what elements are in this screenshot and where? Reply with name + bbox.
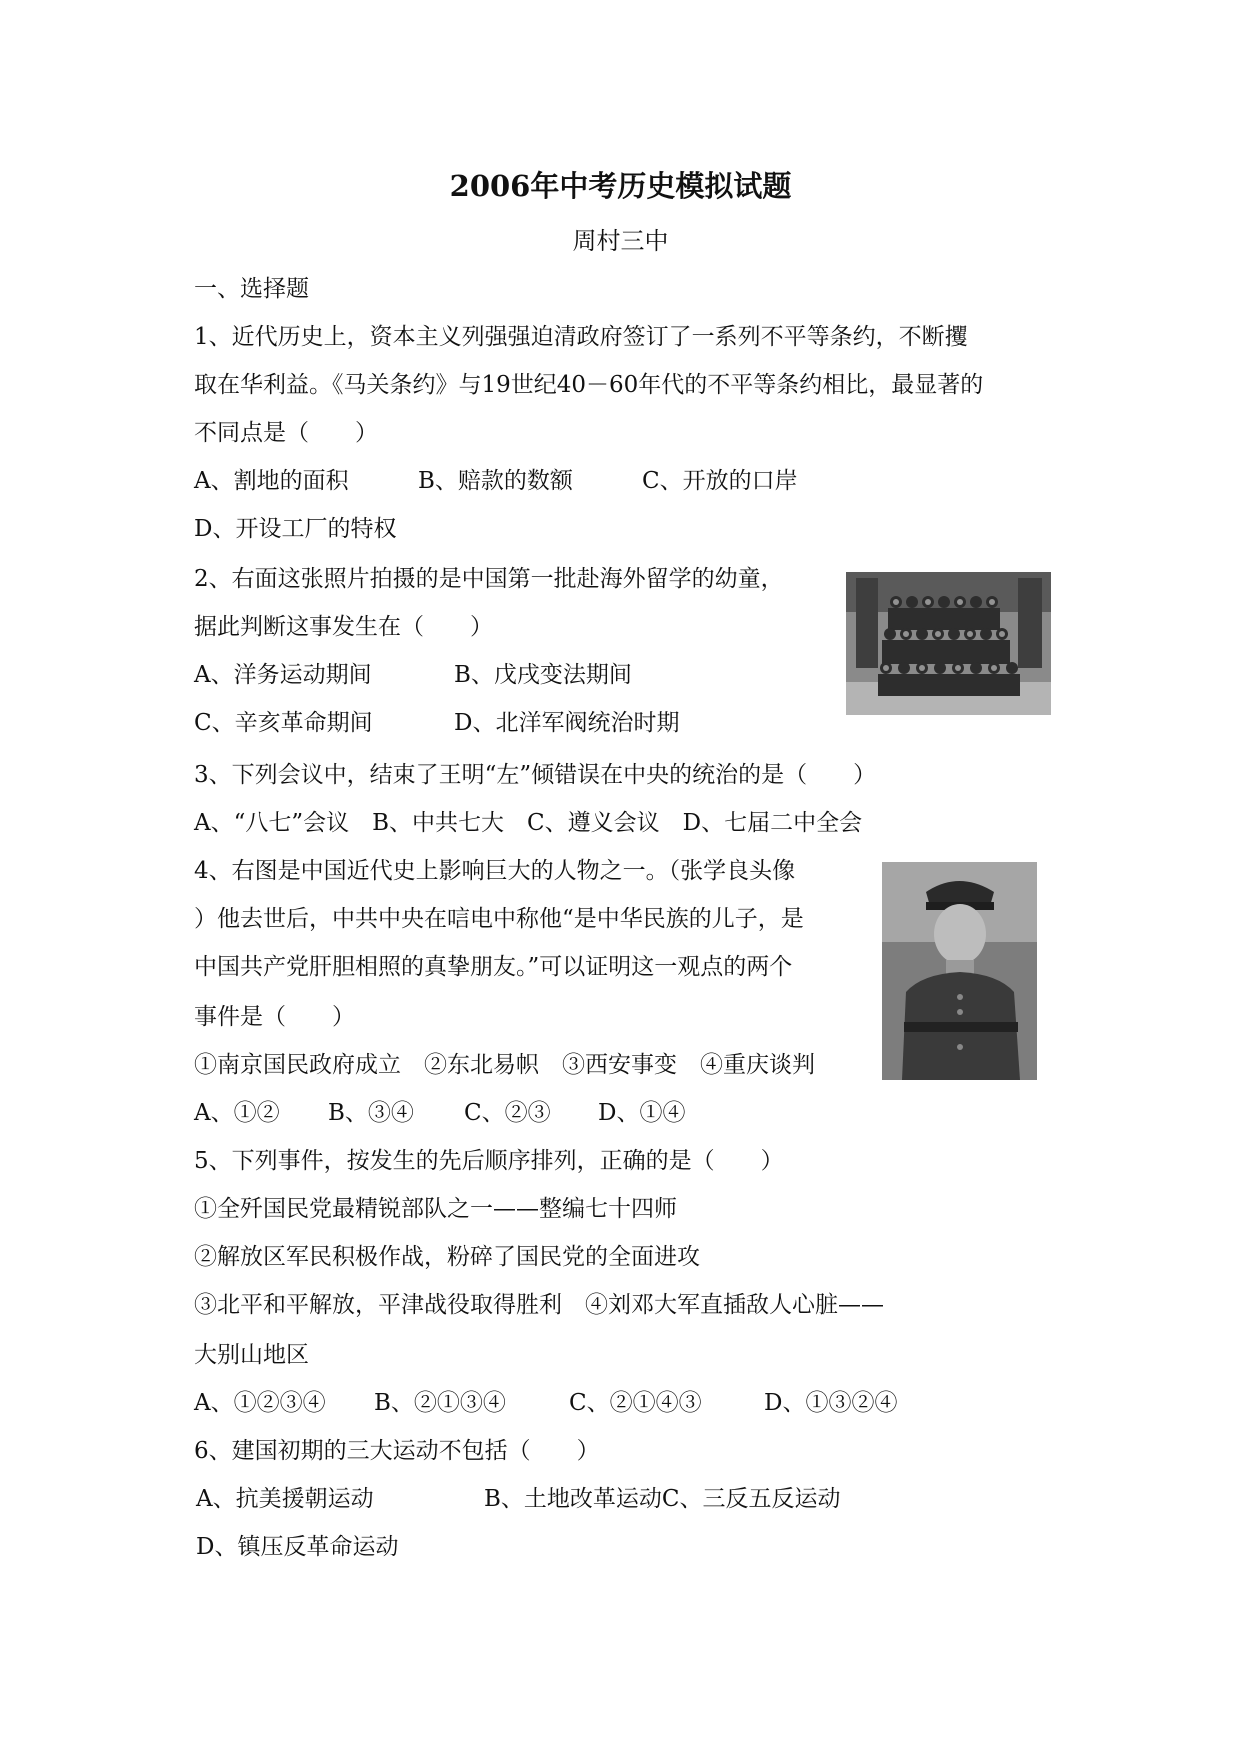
q6-option-b-c: B、土地改革运动C、三反五反运动 — [484, 1486, 841, 1512]
q5-option-b: B、②①③④ — [374, 1390, 506, 1416]
q1-option-a: A、割地的面积 — [194, 468, 349, 494]
q1-text-line1: 1、近代历史上，资本主义列强强迫清政府签订了一系列不平等条约，不断攫 — [194, 324, 968, 350]
students-group-photo — [846, 572, 1051, 715]
q5-item-4-cont: 大别山地区 — [194, 1342, 309, 1368]
q1-option-d: D、开设工厂的特权 — [194, 516, 397, 542]
q1-text-line3: 不同点是（ ） — [194, 420, 378, 446]
q2-option-b: B、戊戌变法期间 — [454, 662, 632, 688]
q5-options-row — [194, 1388, 897, 1418]
q5-option-c: C、②①④③ — [569, 1390, 702, 1416]
q4-options-row — [194, 1098, 685, 1128]
portrait-photo — [882, 862, 1037, 1080]
q5-text-line1: 5、下列事件，按发生的先后顺序排列，正确的是（ ） — [194, 1148, 784, 1174]
q4-event-items: ①南京国民政府成立 ②东北易帜 ③西安事变 ④重庆谈判 — [194, 1052, 815, 1078]
q2-option-c: C、辛亥革命期间 — [194, 710, 373, 736]
q2-options-row1 — [194, 660, 632, 690]
page-title: 2006年中考历史模拟试题 — [449, 169, 792, 203]
q2-options-row2 — [194, 708, 679, 738]
q1-text-line2: 取在华利益。《马关条约》与19世纪40－60年代的不平等条约相比，最显著的 — [194, 372, 984, 398]
q1-options-row — [194, 466, 798, 496]
q3-text-line1: 3、下列会议中，结束了王明“左”倾错误在中央的统治的是（ ） — [194, 762, 877, 788]
q4-option-c: C、②③ — [464, 1100, 551, 1126]
q1-option-c: C、开放的口岸 — [642, 468, 798, 494]
q2-text-line1: 2、右面这张照片拍摄的是中国第一批赴海外留学的幼童， — [194, 566, 784, 592]
q4-option-a: A、①② — [194, 1100, 280, 1126]
q4-text-line4: 事件是（ ） — [194, 1004, 355, 1030]
q1-option-b: B、赔款的数额 — [418, 468, 573, 494]
section-heading: 一、选择题 — [194, 276, 309, 302]
q4-text-line2: ）他去世后，中共中央在唁电中称他“是中华民族的儿子，是 — [194, 906, 804, 932]
q3-options: A、“八七”会议 B、中共七大 C、遵义会议 D、七届二中全会 — [194, 810, 863, 836]
school-name: 周村三中 — [572, 227, 669, 255]
q5-option-d: D、①③②④ — [764, 1390, 898, 1416]
q2-option-d: D、北洋军阀统治时期 — [454, 710, 680, 736]
q6-option-a: A、抗美援朝运动 — [196, 1486, 374, 1512]
q6-options-row — [196, 1484, 841, 1514]
q4-option-b: B、③④ — [328, 1100, 414, 1126]
q4-text-line3: 中国共产党肝胆相照的真挚朋友。”可以证明这一观点的两个 — [194, 954, 793, 980]
q5-item-2: ②解放区军民积极作战，粉碎了国民党的全面进攻 — [194, 1244, 700, 1270]
q5-option-a: A、①②③④ — [194, 1390, 326, 1416]
q4-option-d: D、①④ — [598, 1100, 686, 1126]
q2-text-line2: 据此判断这事发生在（ ） — [194, 614, 493, 640]
q5-item-3-4: ③北平和平解放，平津战役取得胜利 ④刘邓大军直插敌人心脏—— — [194, 1292, 884, 1318]
q2-option-a: A、洋务运动期间 — [194, 662, 372, 688]
q4-text-line1: 4、右图是中国近代史上影响巨大的人物之一。（张学良头像 — [194, 858, 796, 884]
q6-text-line1: 6、建国初期的三大运动不包括（ ） — [194, 1438, 600, 1464]
q5-item-1: ①全歼国民党最精锐部队之一——整编七十四师 — [194, 1196, 677, 1222]
q6-option-d: D、镇压反革命运动 — [196, 1534, 399, 1560]
